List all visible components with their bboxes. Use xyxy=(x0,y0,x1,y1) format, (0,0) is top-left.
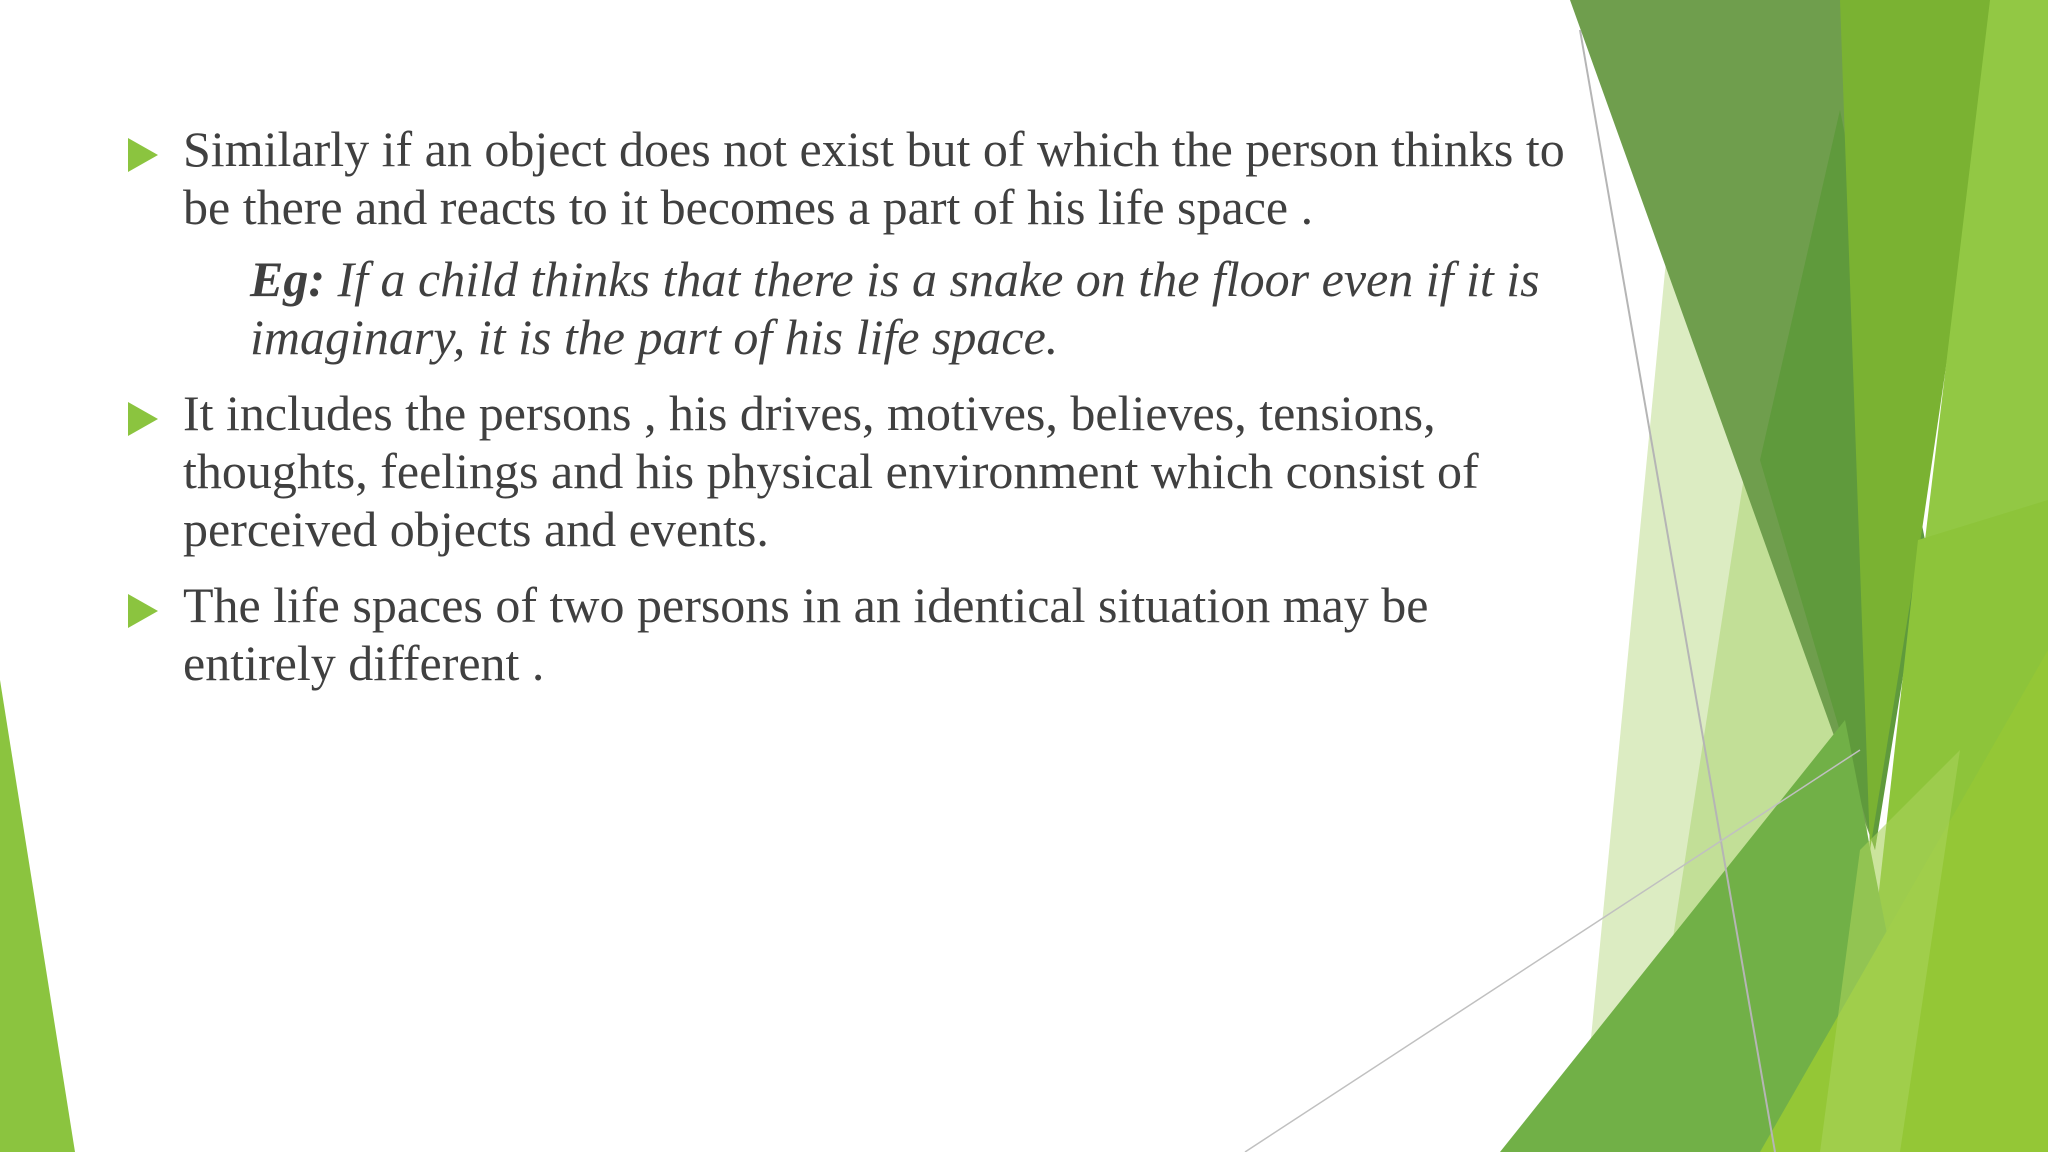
bullet-item-1 xyxy=(128,120,1568,236)
slide-content xyxy=(128,120,1568,692)
bullet-text-1: Similarly if an object does not exist but of which the person thinks to be there and reacts to it becomes a part of his life space . xyxy=(183,121,1565,235)
right-triangle-icon xyxy=(128,138,158,172)
example-label: Eg: xyxy=(250,251,325,307)
bullet-item-3 xyxy=(128,576,1568,692)
left-green-sliver xyxy=(0,680,75,1152)
example-item xyxy=(250,250,1568,366)
bullet-text-2: It includes the persons , his drives, motives, believes, tensions, thoughts, feelings and his physical environment which consist of perceived objects and events. xyxy=(183,385,1479,557)
bullet-text-3: The life spaces of two persons in an identical situation may be entirely different . xyxy=(183,577,1429,691)
bullet-item-2 xyxy=(128,384,1568,558)
right-triangle-icon xyxy=(128,402,158,436)
right-triangle-icon xyxy=(128,594,158,628)
example-text: If a child thinks that there is a snake on the floor even if it is imaginary, it is the part of his life space. xyxy=(250,251,1540,365)
